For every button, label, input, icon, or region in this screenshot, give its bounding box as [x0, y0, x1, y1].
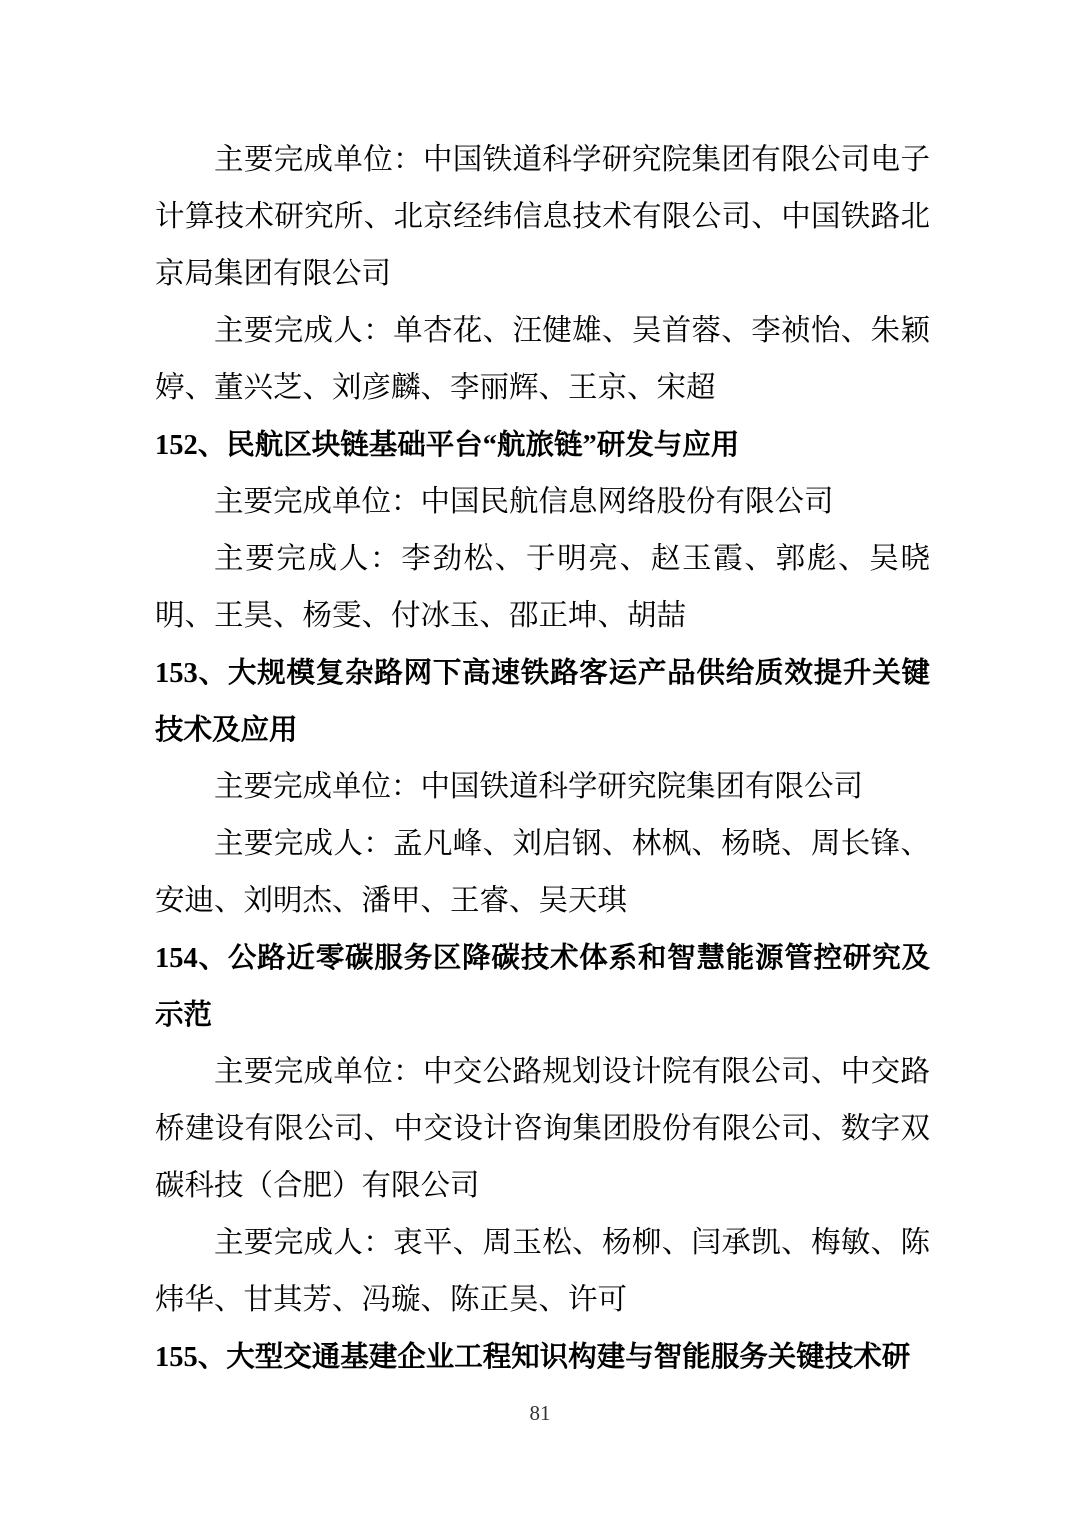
persons-paragraph	[155, 816, 930, 930]
entry-152	[155, 417, 930, 645]
units-value: 中国民航信息网络股份有限公司	[420, 486, 834, 518]
persons-value: 李劲松、于明亮、赵玉霞、郭彪、吴晓明、王昊、杨雯、付冰玉、邵正坤、胡喆	[155, 543, 930, 632]
persons-label: 主要完成人：	[214, 828, 394, 860]
units-label: 主要完成单位：	[214, 144, 423, 176]
entry-title: 153、大规模复杂路网下高速铁路客运产品供给质效提升关键技术及应用	[155, 658, 930, 746]
entry-title: 155、大型交通基建企业工程知识构建与智能服务关键技术研	[155, 1342, 911, 1373]
entry-continuation	[155, 132, 930, 417]
persons-value: 孟凡峰、刘启钢、林枫、杨晓、周长锋、安迪、刘明杰、潘甲、王睿、吴天琪	[155, 828, 930, 917]
units-value: 中国铁道科学研究院集团有限公司	[420, 771, 864, 803]
persons-paragraph	[155, 303, 930, 417]
units-paragraph	[155, 1044, 930, 1215]
page-number: 81	[529, 1401, 551, 1425]
persons-label: 主要完成人：	[214, 543, 402, 575]
entry-title: 154、公路近零碳服务区降碳技术体系和智慧能源管控研究及示范	[155, 943, 930, 1031]
page-footer	[0, 1398, 1080, 1428]
units-paragraph	[155, 132, 930, 303]
persons-paragraph	[155, 531, 930, 645]
units-label: 主要完成单位：	[214, 1056, 423, 1088]
units-label: 主要完成单位：	[214, 771, 421, 803]
units-label: 主要完成单位：	[214, 486, 421, 518]
entry-153	[155, 645, 930, 930]
entry-154	[155, 930, 930, 1329]
persons-paragraph	[155, 1215, 930, 1329]
units-paragraph	[155, 474, 930, 531]
entry-155	[155, 1329, 930, 1386]
persons-value: 单杏花、汪健雄、吴首蓉、李祯怡、朱颖婷、董兴芝、刘彦麟、李丽辉、王京、宋超	[155, 315, 930, 404]
page-content	[155, 132, 930, 1386]
units-value: 中交公路规划设计院有限公司、中交路桥建设有限公司、中交设计咨询集团股份有限公司、数字双碳科技（合肥）有限公司	[155, 1056, 930, 1202]
units-paragraph	[155, 759, 930, 816]
units-value: 中国铁道科学研究院集团有限公司电子计算技术研究所、北京经纬信息技术有限公司、中国铁路北京局集团有限公司	[155, 144, 930, 290]
persons-label: 主要完成人：	[214, 1227, 394, 1259]
entry-title: 152、民航区块链基础平台“航旅链”研发与应用	[155, 430, 740, 461]
persons-value: 衷平、周玉松、杨柳、闫承凯、梅敏、陈炜华、甘其芳、冯璇、陈正昊、许可	[155, 1227, 930, 1316]
persons-label: 主要完成人：	[214, 315, 394, 347]
